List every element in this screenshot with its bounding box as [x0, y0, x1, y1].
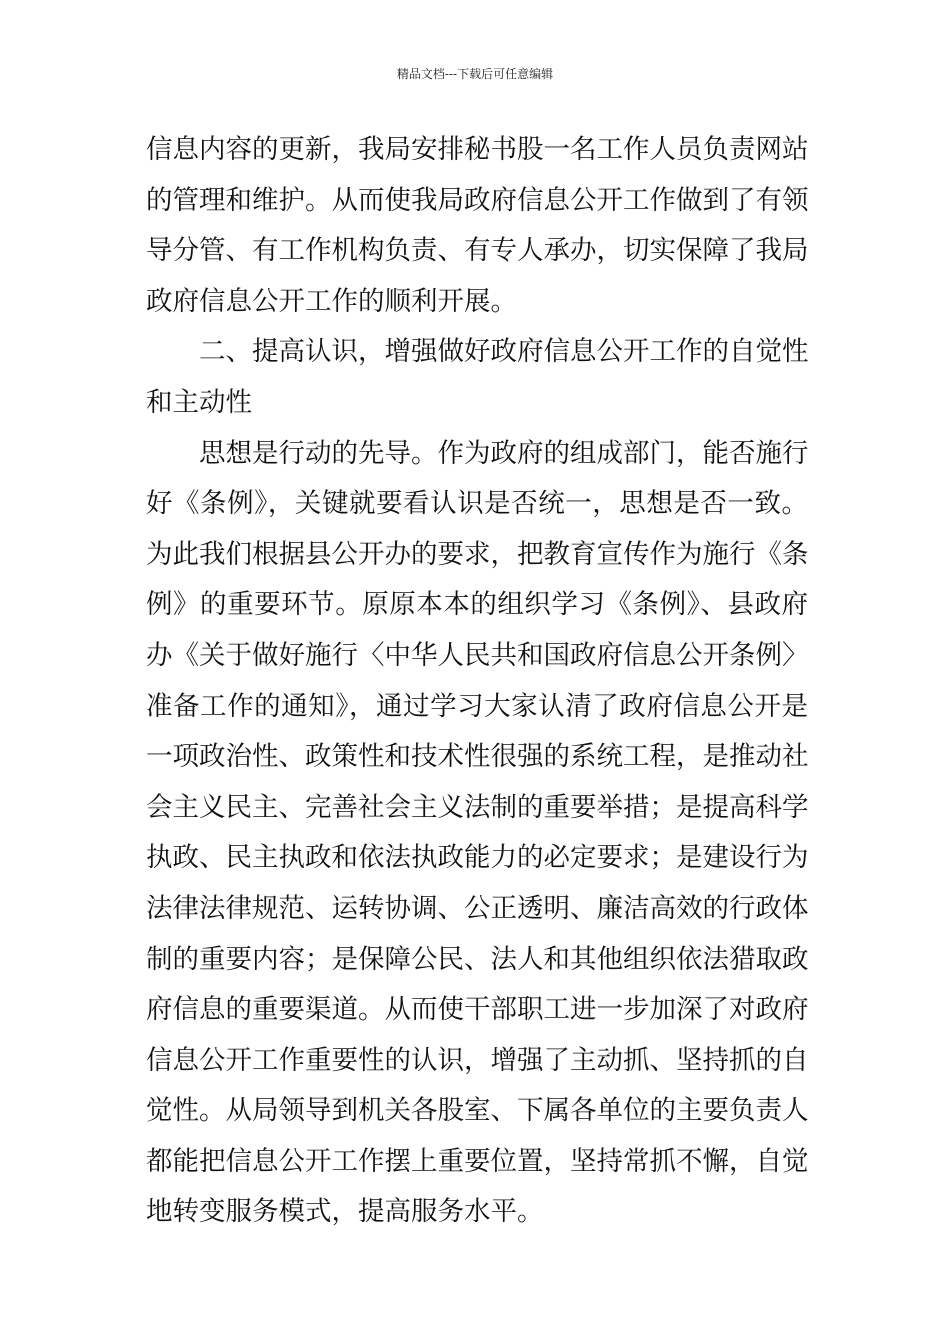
text-line: 执政、民主执政和依法执政能力的必定要求；是建设行为	[146, 842, 809, 874]
text-line: 办《关于做好施行〈中华人民共和国政府信息公开条例〉	[146, 639, 809, 671]
text-line: 例》的重要环节。原原本本的组织学习《条例》、县政府	[146, 589, 808, 621]
text-line: 的管理和维护。从而使我局政府信息公开工作做到了有领	[146, 184, 809, 216]
text-line: 一项政治性、政策性和技术性很强的系统工程，是推动社	[146, 741, 809, 773]
text-line: 政府信息公开工作的顺利开展。	[146, 285, 517, 317]
text-line: 制的重要内容；是保障公民、法人和其他组织依法猎取政	[146, 943, 809, 975]
section-heading-line: 二、提高认识，增强做好政府信息公开工作的自觉性	[199, 336, 809, 368]
text-line: 都能把信息公开工作摆上重要位置，坚持常抓不懈，自觉	[146, 1145, 809, 1177]
section-heading-line: 和主动性	[146, 386, 252, 418]
document-body	[146, 125, 808, 1238]
page-header: 精品文档---下载后可任意编辑	[396, 67, 554, 81]
text-line: 府信息的重要渠道。从而使干部职工进一步加深了对政府	[146, 994, 809, 1026]
text-line: 法律法律规范、运转协调、公正透明、廉洁高效的行政体	[146, 892, 809, 924]
text-line: 地转变服务模式，提高服务水平。	[146, 1196, 544, 1228]
text-line: 会主义民主、完善社会主义法制的重要举措；是提高科学	[146, 791, 809, 823]
text-line: 导分管、有工作机构负责、有专人承办，切实保障了我局	[146, 235, 809, 267]
text-line: 思想是行动的先导。作为政府的组成部门，能否施行	[199, 437, 809, 469]
text-line: 准备工作的通知》，通过学习大家认清了政府信息公开是	[146, 690, 808, 722]
text-line: 好《条例》，关键就要看认识是否统一，思想是否一致。	[146, 488, 808, 520]
text-line: 觉性。从局领导到机关各股室、下属各单位的主要负责人	[146, 1095, 809, 1127]
text-line: 信息内容的更新，我局安排秘书股一名工作人员负责网站	[146, 134, 809, 165]
text-line: 信息公开工作重要性的认识，增强了主动抓、坚持抓的自	[146, 1044, 809, 1076]
text-line: 为此我们根据县公开办的要求，把教育宣传作为施行《条	[146, 538, 809, 570]
